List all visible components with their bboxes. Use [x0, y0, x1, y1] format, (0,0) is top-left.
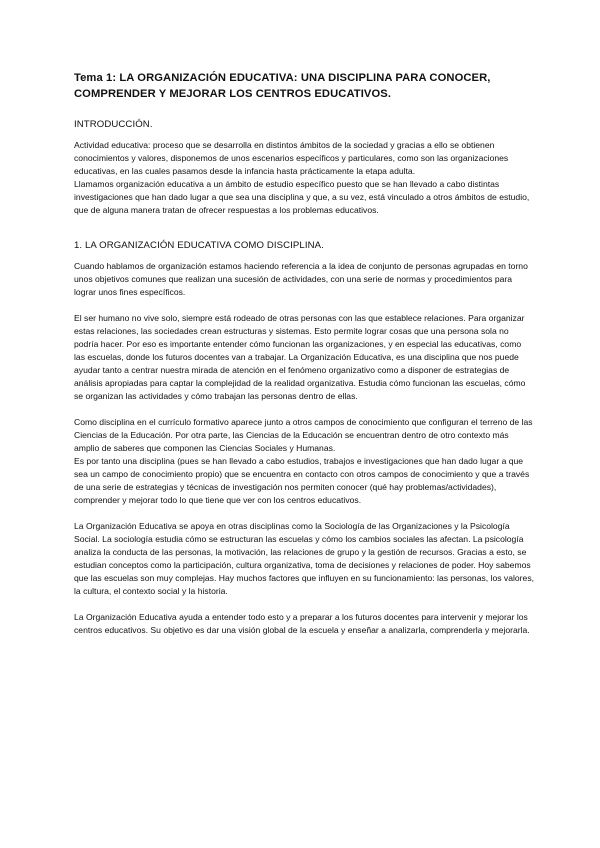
title-line-2: COMPRENDER Y MEJORAR LOS CENTROS EDUCATIVOS.	[74, 88, 392, 100]
section-1-paragraph-1: Cuando hablamos de organización estamos haciendo referencia a la idea de conjunto de personas agrupadas en torno unos objetivos comunes que realizan una sucesión de actividades, con una serie de normas y procedimientos para lograr unos fines específicos.	[74, 261, 528, 297]
section-1-paragraph-3: Como disciplina en el currículo formativo aparece junto a otros campos de conocimiento que configuran el terreno de las Ciencias de la Educación. Por otra parte, las Ciencias de la Educación se encuentran dentro de otro contexto más amplio de saberes que componen las Ciencias Sociales y Humanas.	[74, 417, 533, 453]
intro-paragraph-1: Actividad educativa: proceso que se desarrolla en distintos ámbitos de la sociedad y gracias a ello se obtienen conocimientos y valores, disponemos de unos escenarios específicos y particulares, como son las organizaciones educativas, en las cuales pasamos desde la infancia hasta prácticamente la etapa adulta.	[74, 140, 509, 176]
section-1-heading: 1. LA ORGANIZACIÓN EDUCATIVA COMO DISCIPLINA.	[74, 240, 324, 251]
section-1-paragraph-2: El ser humano no vive solo, siempre está rodeado de otras personas con las que establece relaciones. Para organizar estas relaciones, las sociedades crean estructuras y sistemas. Esto permite lograr cosas que una persona sola no podría hacer. Por eso es importante entender cómo funcionan las organizaciones, y en especial las educativas, como las escuelas, donde los futuros docentes van a trabajar. La Organización Educativa, es una disciplina que nos puede ayudar tanto a centrar nuestra mirada de atención en el fenómeno organizativo como a disponer de estrategias de análisis apropiadas para captar la complejidad de la realidad organizativa. Estudia cómo funcionan las escuelas, cómo se organizan las actividades y cómo trabajan las personas dentro de ellas.	[74, 313, 526, 401]
section-1-paragraph-4: Es por tanto una disciplina (pues se han llevado a cabo estudios, trabajos e investigaciones que han dado lugar a que sea un campo de conocimiento propio) que se encuentra en contacto con otros campos de conocimiento y que a través de una serie de estrategias y técnicas de investigación nos permiten conocer (qué hay problemas/actividades), comprender y mejorar todo lo que tiene que ver con los centros educativos.	[74, 456, 530, 505]
section-1-paragraph-5: La Organización Educativa se apoya en otras disciplinas como la Sociología de las Organizaciones y la Psicología Social. La sociología estudia cómo se estructuran las escuelas y cómo los cambios sociales las afectan. La psicología analiza la conducta de las personas, la motivación, las relaciones de grupo y la gestión de recursos. Gracias a esto, se estudian conceptos como la participación, cultura organizativa, toma de decisiones y relaciones de poder. Hoy sabemos que las escuelas son muy complejas. Hay muchos factores que influyen en su funcionamiento: las personas, los valores, la cultura, el contexto social y la historia.	[74, 521, 535, 596]
intro-heading: INTRODUCCIÓN.	[74, 119, 153, 130]
document-content	[74, 70, 534, 637]
title-line-1: Tema 1: LA ORGANIZACIÓN EDUCATIVA: UNA DISCIPLINA PARA CONOCER,	[74, 72, 491, 84]
section-1-paragraph-6: La Organización Educativa ayuda a entender todo esto y a preparar a los futuros docentes para intervenir y mejorar los centros educativos. Su objetivo es dar una visión global de la escuela y enseñar a analizarla, comprenderla y mejorarla.	[74, 612, 530, 635]
intro-paragraph-2: Llamamos organización educativa a un ámbito de estudio específico puesto que se han llevado a cabo distintas investigaciones que han dado lugar a que sea una disciplina y que, a su vez, está vinculado a otros ámbitos de estudio, que de alguna manera tratan de ofrecer respuestas a los problemas educativos.	[74, 179, 530, 215]
document-title	[74, 70, 534, 102]
